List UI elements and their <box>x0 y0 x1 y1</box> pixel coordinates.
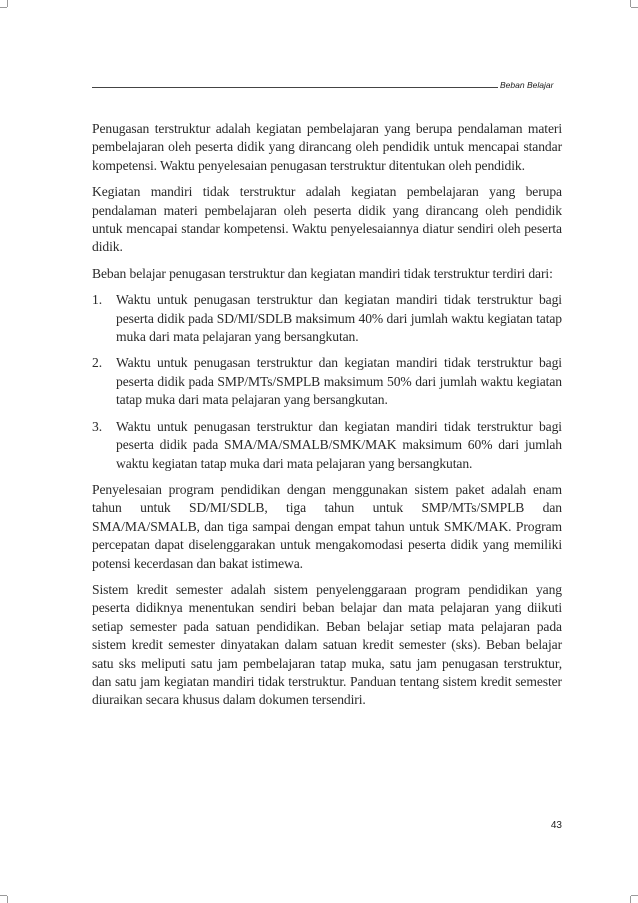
paragraph: Penyelesaian program pendidikan dengan menggunakan sistem paket adalah enam tahun untuk SD/MI/SDLB, tiga tahun untuk SMP/MTs/SMPLB dan SMA/MA/SMALB, dan tiga sampai dengan empat tahun untuk SMK/MAK. Program percepatan dapat diselenggarakan untuk mengakomodasi peserta didik yang memiliki potensi kecerdasan dan bakat istimewa. <box>92 481 562 571</box>
paragraph: Penugasan terstruktur adalah kegiatan pembelajaran yang berupa pendalaman materi pembelajaran oleh peserta didik yang dirancang oleh pendidik untuk mencapai standar kompetensi. Waktu penyelesaian penugasan terstruktur ditentukan oleh pendidik. <box>92 121 562 173</box>
list-number: 1. <box>92 292 102 308</box>
list-item <box>92 418 562 473</box>
list-item-text: Waktu untuk penugasan terstruktur dan kegiatan mandiri tidak terstruktur bagi peserta didik pada SMP/MTs/SMPLB maksimum 50% dari jumlah waktu kegiatan tatap muka dari mata pelajaran yang bersangkutan. <box>116 355 562 408</box>
list-item-text: Waktu untuk penugasan terstruktur dan kegiatan mandiri tidak terstruktur bagi peserta didik pada SMA/MA/SMALB/SMK/MAK maksimum 60% dari jumlah waktu kegiatan tatap muka dari mata pelajaran yang bersangkutan. <box>116 418 562 471</box>
body-text <box>92 120 562 718</box>
header-rule <box>92 87 498 88</box>
page-number: 43 <box>550 820 562 831</box>
crop-mark <box>7 0 8 7</box>
crop-mark <box>0 895 7 896</box>
list-number: 3. <box>92 418 102 434</box>
list-item <box>92 354 562 409</box>
crop-mark <box>631 895 638 896</box>
crop-mark <box>631 7 638 8</box>
crop-mark <box>0 7 7 8</box>
list-number: 2. <box>92 355 102 371</box>
crop-mark <box>630 896 631 903</box>
list-item <box>92 291 562 346</box>
paragraph: Kegiatan mandiri tidak terstruktur adalah kegiatan pembelajaran yang berupa pendalaman materi pembelajaran oleh peserta didik yang dirancang oleh pendidik untuk mencapai standar kompetensi. Waktu penyelesaiannya diatur sendiri oleh peserta didik. <box>92 184 562 255</box>
list-item-text: Waktu untuk penugasan terstruktur dan kegiatan mandiri tidak terstruktur bagi peserta didik pada SD/MI/SDLB maksimum 40% dari jumlah waktu kegiatan tatap muka dari mata pelajaran yang bersangkutan. <box>116 292 562 345</box>
crop-mark <box>7 896 8 903</box>
paragraph: Sistem kredit semester adalah sistem penyelenggaraan program pendidikan yang peserta didiknya menentukan sendiri beban belajar dan mata pelajaran yang diikuti setiap semester pada satuan pendidikan. Beban belajar setiap mata pelajaran pada sistem kredit semester dinyatakan dalam satuan kredit semester (sks). Beban belajar satu sks meliputi satu jam pembelajaran tatap muka, satu jam penugasan terstruktur, dan satu jam kegiatan mandiri tidak terstruktur. Panduan tentang sistem kredit semester diuraikan secara khusus dalam dokumen tersendiri. <box>92 581 562 708</box>
running-head: Beban Belajar <box>500 80 554 90</box>
crop-mark <box>630 0 631 7</box>
numbered-list <box>92 291 562 473</box>
paragraph: Beban belajar penugasan terstruktur dan kegiatan mandiri tidak terstruktur terdiri dari: <box>92 265 553 281</box>
